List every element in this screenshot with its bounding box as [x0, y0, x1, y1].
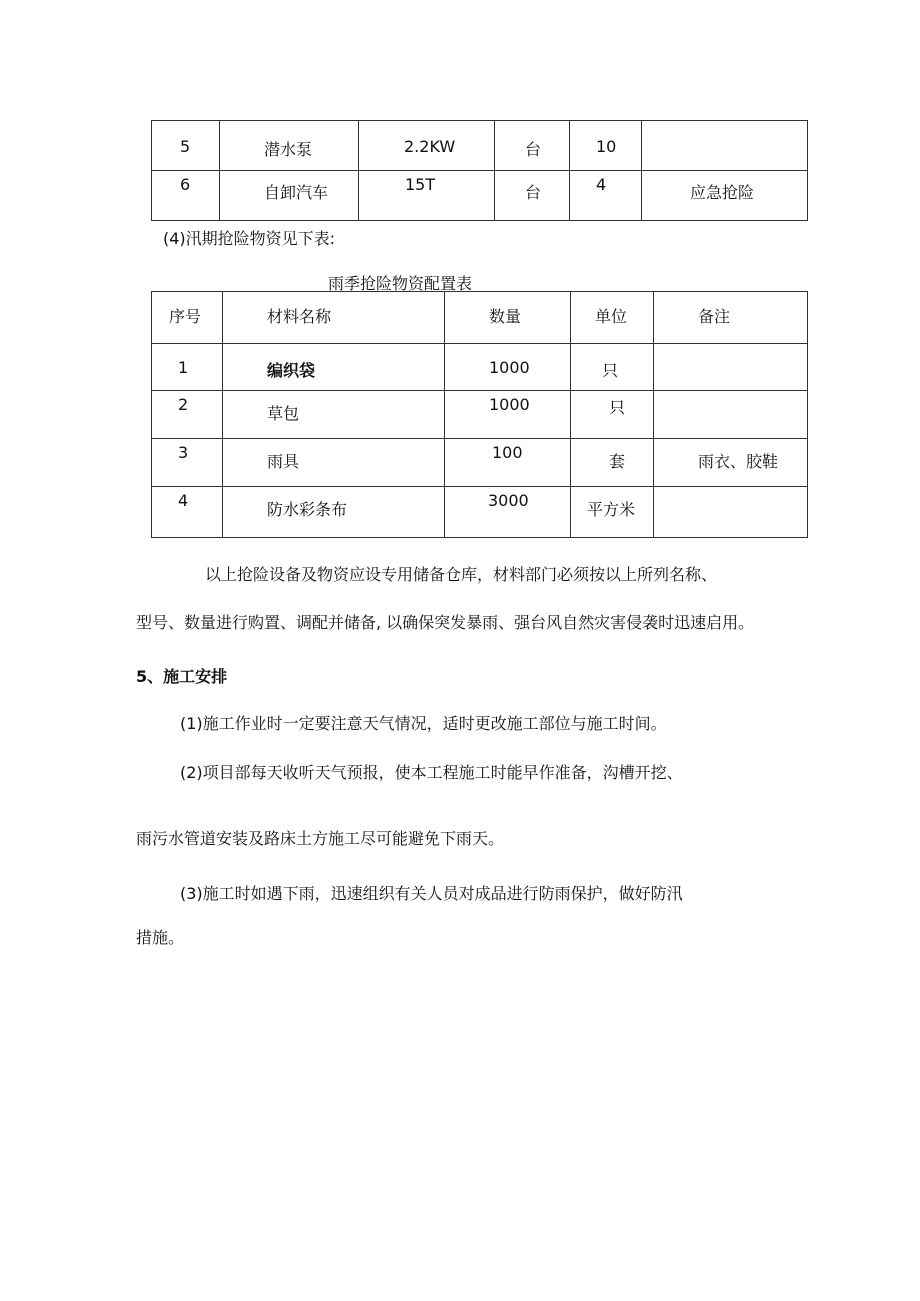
table-row: [152, 391, 808, 439]
item-3-line-2: 措施。: [136, 928, 185, 947]
material-unit: 平方米: [587, 500, 636, 519]
row-number: 1: [178, 358, 189, 377]
table-row: [152, 344, 808, 391]
intro-line: (4)汛期抢险物资见下表:: [163, 229, 336, 248]
material-qty: 3000: [488, 491, 529, 510]
item-2-line-1: (2)项目部每天收听天气预报，使本工程施工时能早作准备，沟槽开挖、: [180, 763, 683, 782]
materials-table-title: 雨季抢险物资配置表: [328, 274, 473, 293]
header-no: 序号: [169, 307, 202, 326]
material-name: 防水彩条布: [267, 500, 348, 519]
equipment-qty: 4: [596, 175, 607, 194]
table-row: [152, 171, 808, 221]
material-unit: 套: [609, 452, 626, 471]
row-number: 5: [180, 137, 191, 156]
item-1: (1)施工作业时一定要注意天气情况，适时更改施工部位与施工时间。: [180, 714, 667, 733]
equipment-table: [151, 120, 808, 221]
storage-paragraph-line-2: 型号、数量进行购置、调配并储备, 以确保突发暴雨、强台风自然灾害侵袭时迅速启用。: [136, 613, 755, 632]
material-qty: 100: [492, 443, 523, 462]
header-unit: 单位: [595, 307, 628, 326]
material-name: 草包: [267, 404, 300, 423]
row-number: 6: [180, 175, 191, 194]
storage-paragraph-line-1: 以上抢险设备及物资应设专用储备仓库，材料部门必须按以上所列名称、: [205, 565, 718, 584]
row-number: 3: [178, 443, 189, 462]
materials-table: [151, 291, 808, 538]
header-note: 备注: [698, 307, 731, 326]
material-qty: 1000: [489, 358, 530, 377]
row-number: 2: [178, 395, 189, 414]
equipment-unit: 台: [525, 183, 542, 202]
equipment-unit: 台: [525, 140, 542, 159]
header-qty: 数量: [489, 307, 522, 326]
table-row: [152, 439, 808, 487]
equipment-spec: 2.2KW: [404, 137, 456, 156]
equipment-qty: 10: [596, 137, 617, 156]
table-header-row: [152, 292, 808, 344]
section-heading: 5、施工安排: [136, 667, 228, 686]
material-note: 雨衣、胶鞋: [698, 452, 779, 471]
equipment-name: 自卸汽车: [264, 183, 329, 202]
item-2-line-2: 雨污水管道安装及路床土方施工尽可能避免下雨天。: [136, 829, 505, 848]
material-name: 雨具: [267, 452, 300, 471]
row-number: 4: [178, 491, 189, 510]
table-row: [152, 487, 808, 538]
item-3-line-1: (3)施工时如遇下雨，迅速组织有关人员对成品进行防雨保护，做好防汛: [180, 884, 683, 903]
material-qty: 1000: [489, 395, 530, 414]
material-name: 编织袋: [267, 361, 316, 380]
material-unit: 只: [609, 398, 626, 417]
table-row: [152, 121, 808, 171]
equipment-note: 应急抢险: [690, 183, 755, 202]
header-name: 材料名称: [267, 307, 332, 326]
equipment-name: 潜水泵: [264, 140, 313, 159]
material-unit: 只: [602, 361, 619, 380]
equipment-spec: 15T: [405, 175, 436, 194]
